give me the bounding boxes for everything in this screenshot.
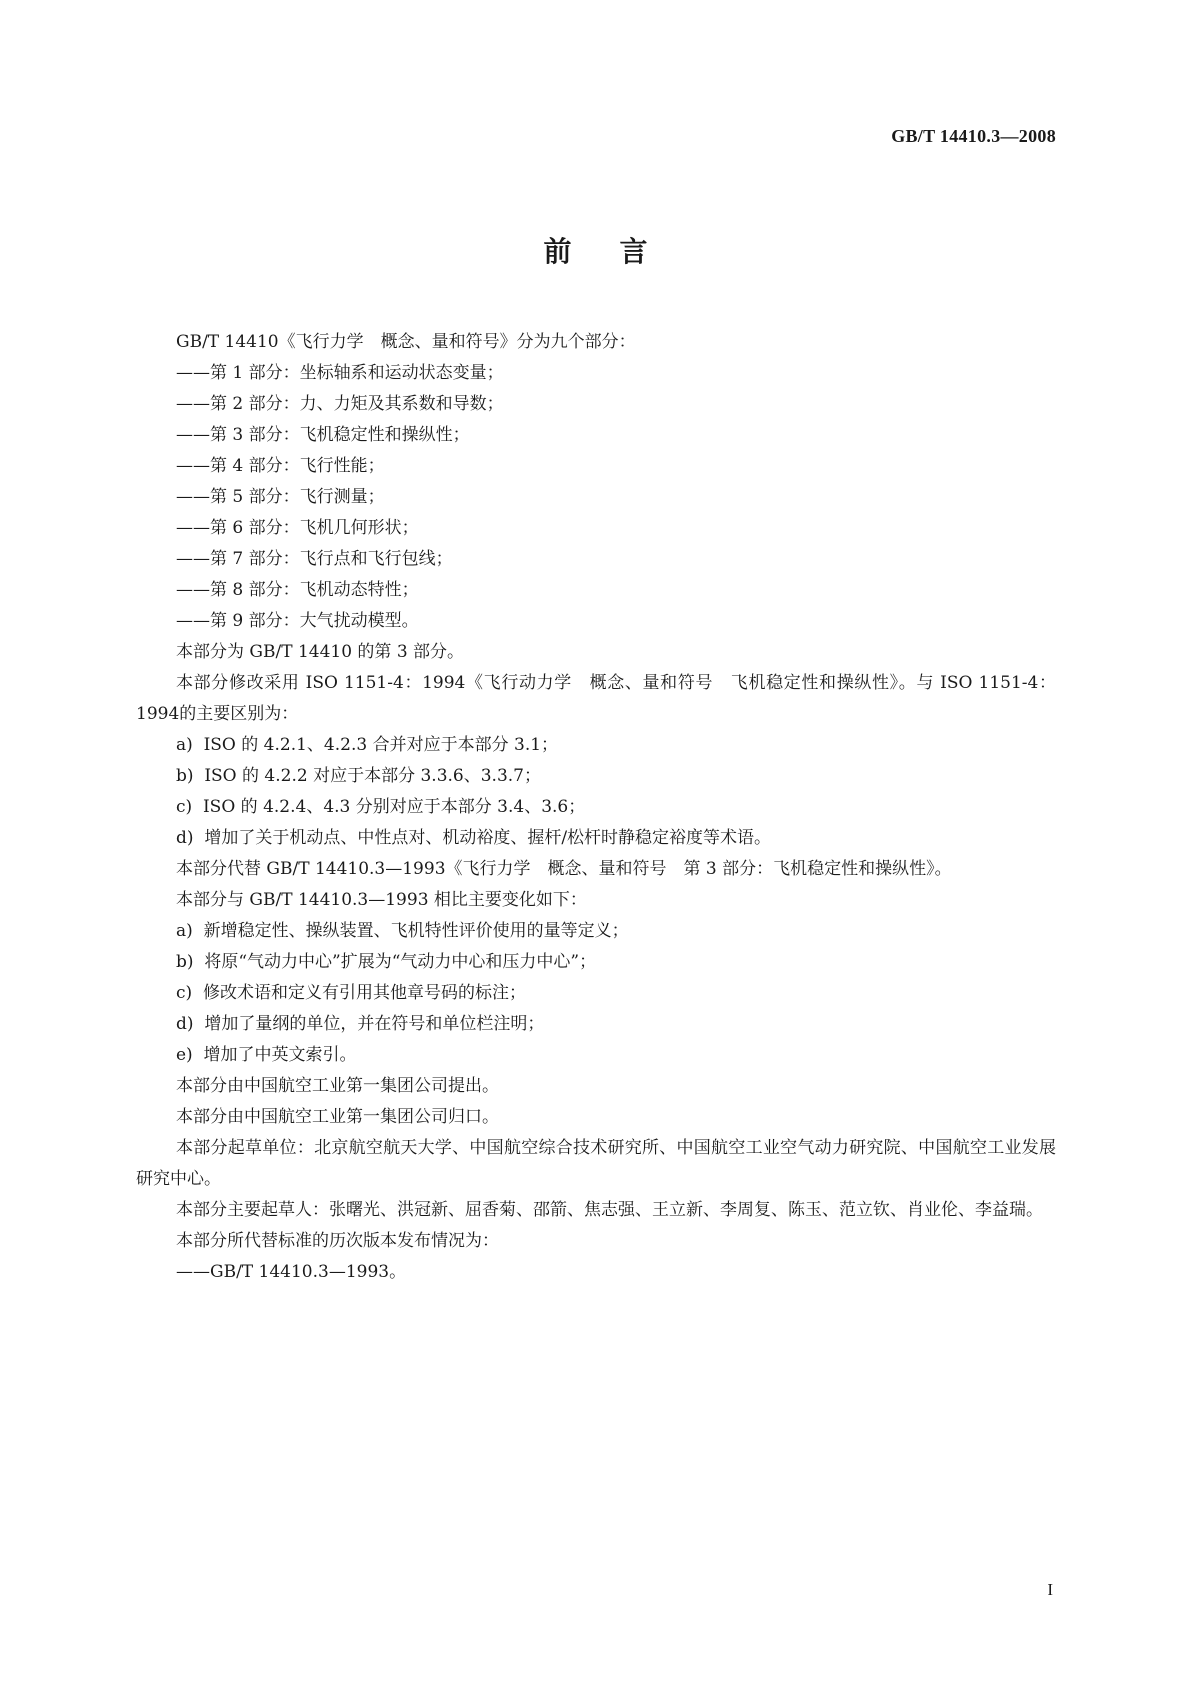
list-item: a) 新增稳定性、操纵装置、飞机特性评价使用的量等定义； bbox=[176, 921, 629, 941]
list-item: d) 增加了关于机动点、中性点对、机动裕度、握杆/松杆时静稳定裕度等术语。 bbox=[176, 828, 772, 848]
list-item: b) 将原“气动力中心”扩展为“气动力中心和压力中心”； bbox=[176, 952, 597, 972]
foreword-body bbox=[136, 327, 1056, 1288]
paragraph: 本部分代替 GB/T 14410.3—1993《飞行力学 概念、量和符号 第 3 部分：飞机稳定性和操纵性》。 bbox=[176, 859, 952, 879]
paragraph: 本部分主要起草人：张曙光、洪冠新、屈香菊、邵箭、焦志强、王立新、李周复、陈玉、范立钦、肖业伦、李益瑞。 bbox=[176, 1200, 1043, 1220]
list-item: c) 修改术语和定义有引用其他章号码的标注； bbox=[176, 983, 526, 1003]
list-item: ——第 9 部分：大气扰动模型。 bbox=[176, 611, 419, 631]
list-item: ——第 7 部分：飞行点和飞行包线； bbox=[176, 549, 453, 569]
paragraph: 本部分为 GB/T 14410 的第 3 部分。 bbox=[176, 642, 465, 662]
paragraph: 本部分由中国航空工业第一集团公司归口。 bbox=[176, 1107, 499, 1127]
list-item: d) 增加了量纲的单位，并在符号和单位栏注明； bbox=[176, 1014, 545, 1034]
paragraph: 本部分所代替标准的历次版本发布情况为： bbox=[176, 1231, 499, 1251]
paragraph: GB/T 14410《飞行力学 概念、量和符号》分为九个部分： bbox=[176, 332, 636, 352]
list-item: ——第 4 部分：飞行性能； bbox=[176, 456, 385, 476]
standard-code: GB/T 14410.3—2008 bbox=[891, 126, 1056, 146]
list-item: ——第 2 部分：力、力矩及其系数和导数； bbox=[176, 394, 504, 414]
paragraph: 本部分修改采用 ISO 1151-4：1994《飞行动力学 概念、量和符号 飞机稳定性和操纵性》。与 ISO 1151-4：1994的主要区别为： bbox=[136, 673, 1056, 724]
list-item: ——第 3 部分：飞机稳定性和操纵性； bbox=[176, 425, 470, 445]
page-title: 前言 bbox=[543, 235, 696, 268]
list-item: ——第 1 部分：坐标轴系和运动状态变量； bbox=[176, 363, 504, 383]
list-item: b) ISO 的 4.2.2 对应于本部分 3.3.6、3.3.7； bbox=[176, 766, 542, 786]
list-item: ——GB/T 14410.3—1993。 bbox=[176, 1262, 407, 1282]
list-item: ——第 8 部分：飞机动态特性； bbox=[176, 580, 419, 600]
page-number: I bbox=[1047, 1580, 1053, 1599]
paragraph: 本部分起草单位：北京航空航天大学、中国航空综合技术研究所、中国航空工业空气动力研究院、中国航空工业发展研究中心。 bbox=[136, 1138, 1056, 1189]
list-item: a) ISO 的 4.2.1、4.2.3 合并对应于本部分 3.1； bbox=[176, 735, 559, 755]
list-item: ——第 5 部分：飞行测量； bbox=[176, 487, 385, 507]
list-item: e) 增加了中英文索引。 bbox=[176, 1045, 357, 1065]
paragraph: 本部分与 GB/T 14410.3—1993 相比主要变化如下： bbox=[176, 890, 587, 910]
list-item: ——第 6 部分：飞机几何形状； bbox=[176, 518, 419, 538]
paragraph: 本部分由中国航空工业第一集团公司提出。 bbox=[176, 1076, 499, 1096]
list-item: c) ISO 的 4.2.4、4.3 分别对应于本部分 3.4、3.6； bbox=[176, 797, 586, 817]
